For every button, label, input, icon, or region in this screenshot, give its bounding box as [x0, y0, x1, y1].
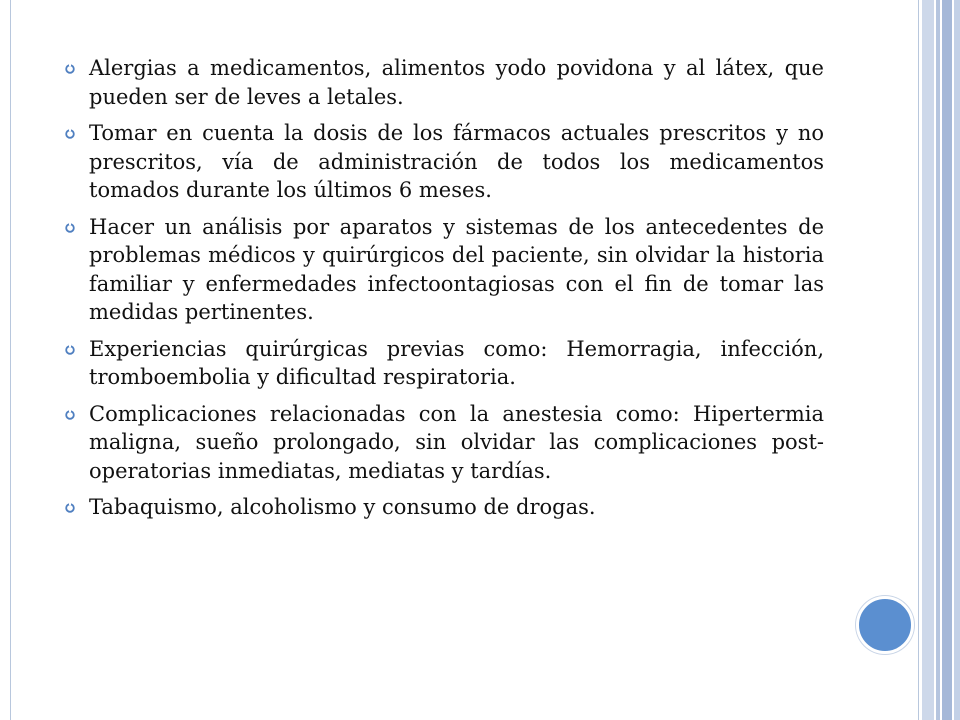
bullet-text: Alergias a medicamentos, alimentos yodo povidona y al látex, que pueden ser de leves a letales. [89, 56, 824, 109]
stripe [922, 0, 934, 720]
open-circle-bullet-icon [64, 502, 76, 514]
frame-left-line [10, 0, 11, 720]
bullet-text: Complicaciones relacionadas con la anestesia como: Hipertermia maligna, sueño prolongado, sin olvidar las complicaciones post-operatorias inmediatas, mediatas y tardías. [89, 401, 824, 483]
open-circle-bullet-icon [64, 222, 76, 234]
decorative-stripes [922, 0, 960, 720]
stripe [942, 0, 952, 720]
list-item [62, 335, 824, 392]
list-item [62, 119, 824, 205]
list-item [62, 400, 824, 486]
open-circle-bullet-icon [64, 344, 76, 356]
open-circle-bullet-icon [64, 128, 76, 140]
bullet-text: Experiencias quirúrgicas previas como: Hemorragia, infección, tromboembolia y dificultad respiratoria. [89, 336, 824, 389]
open-circle-bullet-icon [64, 409, 76, 421]
slide-body [62, 54, 824, 530]
list-item [62, 54, 824, 111]
bullet-text: Tabaquismo, alcoholismo y consumo de drogas. [89, 495, 596, 519]
bullet-list [62, 54, 824, 522]
decorative-circle [856, 596, 914, 654]
list-item [62, 493, 824, 522]
list-item [62, 213, 824, 327]
frame-right-line [918, 0, 919, 720]
bullet-text: Tomar en cuenta la dosis de los fármacos actuales prescritos y no prescritos, vía de administración de todos los medicamentos tomados durante los últimos 6 meses. [89, 121, 824, 202]
stripe [954, 0, 960, 720]
bullet-text: Hacer un análisis por aparatos y sistemas de los antecedentes de problemas médicos y quirúrgicos del paciente, sin olvidar la historia familiar y enfermedades infectoontagiosas con el fin de tomar las medidas pertinentes. [89, 214, 824, 324]
open-circle-bullet-icon [64, 63, 76, 75]
stripe [936, 0, 940, 720]
